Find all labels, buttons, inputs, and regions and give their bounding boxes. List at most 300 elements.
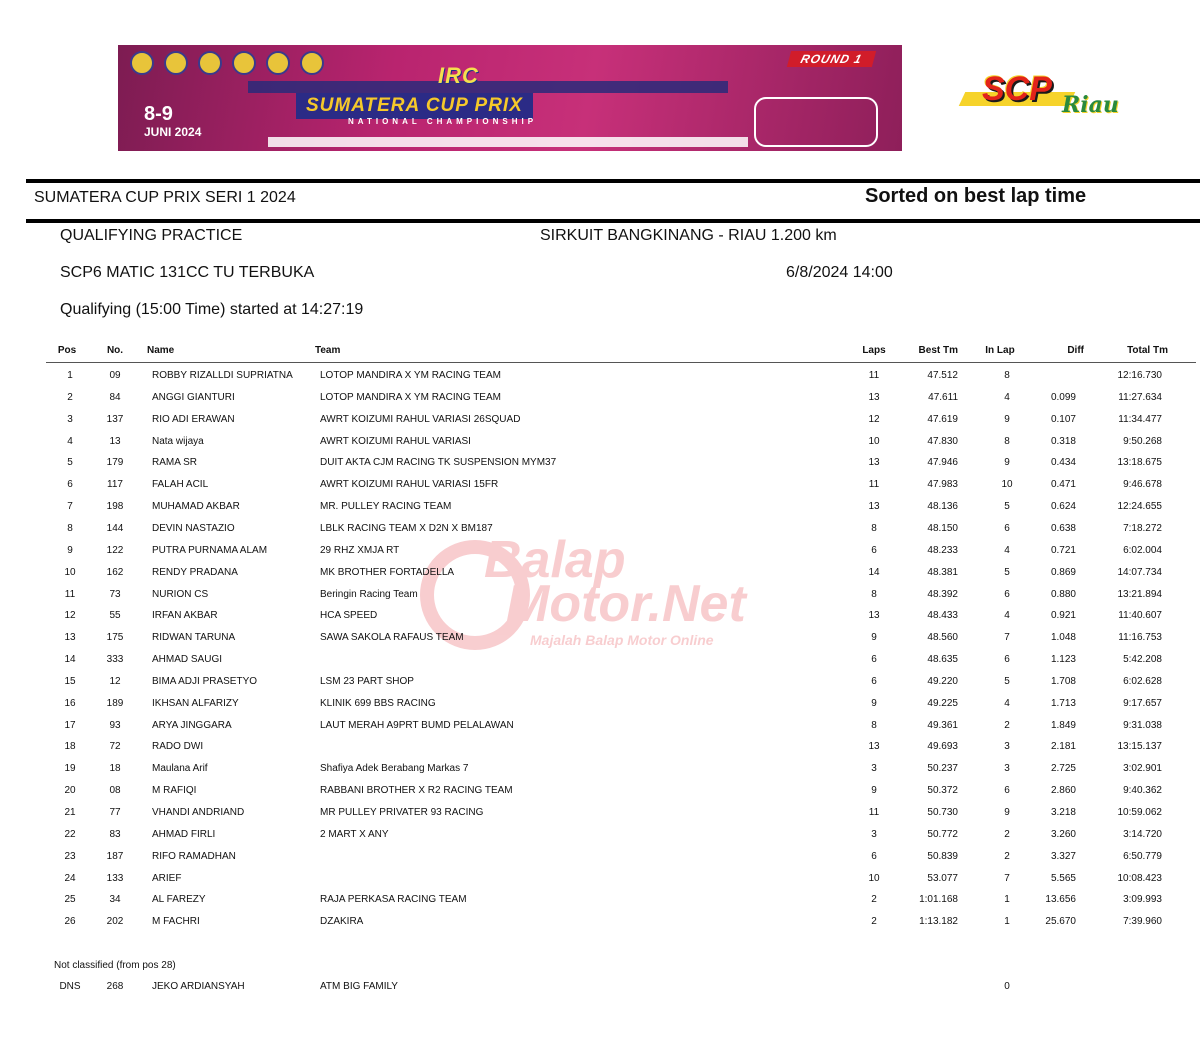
cell-team: Shafiya Adek Berabang Markas 7: [320, 763, 469, 774]
cell-pos: 18: [64, 741, 76, 752]
table-row: [0, 545, 1200, 561]
cell-inlap: 6: [1004, 589, 1010, 600]
cell-laps: 9: [871, 785, 877, 796]
cell-best: 47.619: [927, 414, 958, 425]
cell-pos: 11: [64, 589, 76, 600]
cell-pos: 23: [64, 851, 76, 862]
cell-diff: 1.708: [1050, 676, 1076, 687]
cell-diff: 0.471: [1050, 479, 1076, 490]
cell-laps: 10: [868, 873, 880, 884]
cell-name: M RAFIQI: [152, 785, 197, 796]
divider: [26, 219, 1200, 223]
cell-laps: 3: [871, 829, 877, 840]
cell-laps: 13: [868, 741, 880, 752]
cell-pos: 15: [64, 676, 76, 687]
cell-inlap: 7: [1004, 632, 1010, 643]
cell-pos: 14: [64, 654, 76, 665]
cell-team: MR. PULLEY RACING TEAM: [320, 501, 452, 512]
cell-diff: 0.869: [1050, 567, 1076, 578]
cell-laps: 6: [871, 676, 877, 687]
class-name: SCP6 MATIC 131CC TU TERBUKA: [60, 264, 315, 281]
cell-no: 268: [106, 981, 124, 992]
cell-team: LAUT MERAH A9PRT BUMD PELALAWAN: [320, 720, 514, 731]
cell-team: SAWA SAKOLA RAFAUS TEAM: [320, 632, 464, 643]
cell-team: 29 RHZ XMJA RT: [320, 545, 400, 556]
cell-total: 13:21.894: [1117, 589, 1162, 600]
emblem-icon: [266, 51, 290, 75]
emblem-icon: [300, 51, 324, 75]
cell-name: AL FAREZY: [152, 894, 206, 905]
cell-name: ROBBY RIZALLDI SUPRIATNA: [152, 370, 293, 381]
cell-pos: 7: [67, 501, 73, 512]
logo-scp-text: SCP: [982, 70, 1052, 108]
cell-laps: 3: [871, 763, 877, 774]
cell-diff: 0.921: [1050, 610, 1076, 621]
cell-inlap: 6: [1004, 785, 1010, 796]
cell-no: 202: [106, 916, 124, 927]
cell-diff: 2.860: [1050, 785, 1076, 796]
cell-inlap: 4: [1004, 610, 1010, 621]
event-date: [144, 103, 202, 139]
cell-team: MR PULLEY PRIVATER 93 RACING: [320, 807, 484, 818]
cell-team: RAJA PERKASA RACING TEAM: [320, 894, 467, 905]
cell-inlap: 8: [1004, 370, 1010, 381]
cell-total: 3:14.720: [1123, 829, 1162, 840]
cell-name: FALAH ACIL: [152, 479, 209, 490]
cell-total: 6:50.779: [1123, 851, 1162, 862]
cell-pos: 10: [64, 567, 76, 578]
cell-diff: 1.713: [1050, 698, 1076, 709]
cell-pos: 13: [64, 632, 76, 643]
cell-inlap: 3: [1004, 763, 1010, 774]
cell-diff: 3.218: [1050, 807, 1076, 818]
cell-laps: 10: [868, 436, 880, 447]
col-diff: Diff: [1067, 345, 1084, 356]
circuit-name: SIRKUIT BANGKINANG - RIAU 1.200 km: [540, 227, 837, 244]
cell-laps: 6: [871, 851, 877, 862]
cell-no: 189: [106, 698, 124, 709]
col-total: Total Tm: [1127, 345, 1168, 356]
cell-pos: 4: [67, 436, 73, 447]
cell-team: ATM BIG FAMILY: [320, 981, 398, 992]
cell-team: HCA SPEED: [320, 610, 378, 621]
cell-laps: 13: [868, 610, 880, 621]
cell-total: 9:17.657: [1123, 698, 1162, 709]
cell-best: 49.225: [927, 698, 958, 709]
cell-laps: 13: [868, 392, 880, 403]
cell-pos: 16: [64, 698, 76, 709]
cell-total: 11:34.477: [1118, 414, 1162, 425]
watermark-text: Motor.Net: [506, 575, 746, 633]
watermark-text: Balap: [484, 531, 626, 589]
cell-inlap: 9: [1004, 807, 1010, 818]
cell-total: 11:16.753: [1118, 632, 1162, 643]
table-row: [0, 720, 1200, 736]
cell-team: LOTOP MANDIRA X YM RACING TEAM: [320, 370, 501, 381]
cell-best: 47.512: [927, 370, 958, 381]
scp-riau-logo: [962, 62, 1142, 126]
table-row: [0, 436, 1200, 452]
cell-team: DZAKIRA: [320, 916, 364, 927]
divider: [26, 179, 1200, 183]
cell-diff: 1.849: [1050, 720, 1076, 731]
cell-best: 47.983: [927, 479, 958, 490]
cell-pos: 22: [64, 829, 76, 840]
cell-pos: 24: [64, 873, 76, 884]
cell-inlap: 2: [1004, 720, 1010, 731]
cell-no: 34: [109, 894, 121, 905]
cell-inlap: 3: [1004, 741, 1010, 752]
results-table-header: [0, 345, 1200, 361]
cell-name: Nata wijaya: [152, 436, 204, 447]
cell-total: 9:46.678: [1123, 479, 1162, 490]
cell-no: 198: [106, 501, 124, 512]
cell-inlap: 5: [1004, 501, 1010, 512]
session-datetime: 6/8/2024 14:00: [786, 264, 893, 281]
cell-laps: 13: [868, 457, 880, 468]
cell-no: 08: [109, 785, 121, 796]
col-name: Name: [147, 345, 175, 356]
cell-pos: 17: [64, 720, 76, 731]
cell-name: PUTRA PURNAMA ALAM: [152, 545, 268, 556]
table-row: [0, 763, 1200, 779]
cell-inlap: 9: [1004, 457, 1010, 468]
table-row: [0, 851, 1200, 867]
emblem-icon: [164, 51, 188, 75]
col-laps: Laps: [862, 345, 886, 356]
logo-riau-text: Riau: [1062, 92, 1119, 118]
cell-total: 11:27.634: [1118, 392, 1162, 403]
cell-no: 73: [109, 589, 121, 600]
cell-laps: 2: [871, 894, 877, 905]
cell-best: 48.150: [927, 523, 958, 534]
cell-diff: 0.434: [1050, 457, 1076, 468]
cell-no: 117: [107, 479, 123, 490]
cell-best: 48.136: [927, 501, 958, 512]
cell-best: 47.946: [927, 457, 958, 468]
cell-inlap: 10: [1001, 479, 1013, 490]
cell-laps: 13: [868, 501, 880, 512]
cell-total: 3:09.993: [1123, 894, 1162, 905]
cell-no: 77: [109, 807, 121, 818]
col-pos: Pos: [57, 345, 77, 356]
cell-inlap: 5: [1004, 567, 1010, 578]
col-best: Best Tm: [918, 345, 958, 356]
cell-team: DUIT AKTA CJM RACING TK SUSPENSION MYM37: [320, 457, 557, 468]
cell-total: 6:02.628: [1123, 676, 1162, 687]
header-divider: [46, 362, 1196, 363]
cell-pos: 19: [64, 763, 76, 774]
cell-laps: 6: [871, 545, 877, 556]
cell-pos: 21: [64, 807, 76, 818]
cell-inlap: 9: [1004, 414, 1010, 425]
cell-best: 49.361: [927, 720, 958, 731]
cell-inlap: 5: [1004, 676, 1010, 687]
cell-name: ARYA JINGGARA: [152, 720, 232, 731]
cell-no: 144: [106, 523, 124, 534]
cell-laps: 12: [868, 414, 880, 425]
cell-laps: 9: [871, 698, 877, 709]
cell-diff: 0.624: [1050, 501, 1076, 512]
cell-pos: 8: [67, 523, 73, 534]
watermark-tagline: Majalah Balap Motor Online: [530, 632, 714, 648]
cell-laps: 11: [868, 479, 880, 490]
cell-best: 47.830: [927, 436, 958, 447]
cell-pos: 25: [64, 894, 76, 905]
not-classified-label: Not classified (from pos 28): [54, 960, 176, 971]
cell-inlap: 4: [1004, 698, 1010, 709]
table-row: [0, 698, 1200, 714]
cell-inlap: 1: [1004, 916, 1010, 927]
cell-laps: 2: [871, 916, 877, 927]
cell-diff: 0.721: [1050, 545, 1076, 556]
cell-pos: DNS: [59, 981, 81, 992]
cell-inlap: 2: [1004, 829, 1010, 840]
col-inlap: In Lap: [985, 345, 1015, 356]
cell-no: 55: [109, 610, 121, 621]
cell-inlap: 8: [1004, 436, 1010, 447]
cell-total: 12:16.730: [1117, 370, 1162, 381]
event-date-days: 8-9: [144, 103, 173, 125]
cell-name: RIDWAN TARUNA: [152, 632, 236, 643]
cell-pos: 2: [67, 392, 73, 403]
cell-name: AHMAD FIRLI: [152, 829, 216, 840]
cell-inlap: 7: [1004, 873, 1010, 884]
cell-laps: 8: [871, 523, 877, 534]
cell-name: NURION CS: [152, 589, 209, 600]
cell-team: LOTOP MANDIRA X YM RACING TEAM: [320, 392, 501, 403]
sort-label: Sorted on best lap time: [865, 185, 1087, 207]
cell-name: Maulana Arif: [152, 763, 208, 774]
cell-best: 50.237: [927, 763, 958, 774]
cell-diff: 0.318: [1050, 436, 1076, 447]
table-row: [0, 916, 1200, 932]
sponsor-strip-bottom: [268, 137, 748, 147]
cell-pos: 5: [67, 457, 73, 468]
cell-name: DEVIN NASTAZIO: [152, 523, 235, 534]
table-row: [0, 610, 1200, 626]
cell-best: 1:13.182: [919, 916, 958, 927]
cell-diff: 3.260: [1050, 829, 1076, 840]
cell-best: 53.077: [927, 873, 958, 884]
cell-best: 48.233: [927, 545, 958, 556]
cell-name: MUHAMAD AKBAR: [152, 501, 240, 512]
cell-diff: 0.107: [1050, 414, 1076, 425]
cell-team: RABBANI BROTHER X R2 RACING TEAM: [320, 785, 513, 796]
cell-best: 48.381: [927, 567, 958, 578]
cell-total: 7:18.272: [1123, 523, 1162, 534]
series-title: SUMATERA CUP PRIX SERI 1 2024: [34, 189, 296, 206]
cell-no: 162: [106, 567, 124, 578]
emblem-icon: [130, 51, 154, 75]
cell-name: RIFO RAMADHAN: [152, 851, 236, 862]
cell-total: 5:42.208: [1123, 654, 1162, 665]
cell-best: 49.693: [927, 741, 958, 752]
table-row: [0, 829, 1200, 845]
cell-best: 50.772: [927, 829, 958, 840]
emblem-icon: [232, 51, 256, 75]
table-row: [0, 501, 1200, 517]
cell-diff: 13.656: [1045, 894, 1076, 905]
session-name: QUALIFYING PRACTICE: [60, 227, 243, 244]
cell-inlap: 0: [1004, 981, 1010, 992]
cell-diff: 0.099: [1050, 392, 1076, 403]
cell-no: 83: [109, 829, 121, 840]
cell-no: 137: [106, 414, 124, 425]
cell-name: IRFAN AKBAR: [152, 610, 218, 621]
cell-no: 175: [106, 632, 124, 643]
cell-no: 13: [109, 436, 121, 447]
cell-name: BIMA ADJI PRASETYO: [152, 676, 258, 687]
cell-best: 1:01.168: [919, 894, 958, 905]
cell-total: 13:18.675: [1117, 457, 1162, 468]
cell-pos: 9: [67, 545, 73, 556]
cell-total: 11:40.607: [1118, 610, 1162, 621]
cell-pos: 20: [64, 785, 76, 796]
cell-pos: 1: [67, 370, 73, 381]
cell-no: 18: [109, 763, 121, 774]
cell-best: 48.635: [927, 654, 958, 665]
emblem-icon: [198, 51, 222, 75]
event-banner: [118, 45, 902, 151]
round-badge: ROUND 1: [787, 51, 876, 67]
cell-laps: 6: [871, 654, 877, 665]
cell-total: 13:15.137: [1117, 741, 1162, 752]
cell-name: RADO DWI: [152, 741, 204, 752]
cell-best: 48.560: [927, 632, 958, 643]
cell-diff: 0.880: [1050, 589, 1076, 600]
cell-best: 48.392: [927, 589, 958, 600]
cell-team: 2 MART X ANY: [320, 829, 389, 840]
cell-total: 12:24.655: [1117, 501, 1162, 512]
col-no: No.: [106, 345, 124, 356]
cell-total: 7:39.960: [1123, 916, 1162, 927]
cell-name: ARIEF: [152, 873, 182, 884]
cell-no: 93: [109, 720, 121, 731]
cell-laps: 8: [871, 720, 877, 731]
cell-inlap: 2: [1004, 851, 1010, 862]
cell-name: ANGGI GIANTURI: [152, 392, 235, 403]
cell-no: 187: [106, 851, 124, 862]
cell-diff: 0.638: [1050, 523, 1076, 534]
circuit-map-icon: [754, 97, 878, 147]
cell-no: 84: [109, 392, 121, 403]
cell-team: LBLK RACING TEAM X D2N X BM187: [320, 523, 493, 534]
cell-total: 6:02.004: [1123, 545, 1162, 556]
cell-no: 333: [106, 654, 124, 665]
cell-inlap: 6: [1004, 654, 1010, 665]
cell-diff: 2.725: [1050, 763, 1076, 774]
cell-pos: 6: [67, 479, 73, 490]
table-row: [0, 894, 1200, 910]
session-start: Qualifying (15:00 Time) started at 14:27:19: [60, 301, 364, 318]
cell-best: 50.372: [927, 785, 958, 796]
cell-laps: 9: [871, 632, 877, 643]
table-row: [0, 370, 1200, 386]
table-row: [0, 785, 1200, 801]
sponsor-logos: [130, 51, 324, 75]
event-subtitle: NATIONAL CHAMPIONSHIP: [348, 117, 538, 126]
table-row: [0, 741, 1200, 757]
cell-laps: 14: [868, 567, 880, 578]
cell-total: 9:31.038: [1123, 720, 1162, 731]
cell-diff: 5.565: [1050, 873, 1076, 884]
cell-total: 3:02.901: [1123, 763, 1162, 774]
cell-total: 9:40.362: [1123, 785, 1162, 796]
cell-best: 50.839: [927, 851, 958, 862]
cell-total: 14:07.734: [1117, 567, 1162, 578]
cell-laps: 8: [871, 589, 877, 600]
cell-diff: 1.048: [1050, 632, 1076, 643]
cell-diff: 25.670: [1045, 916, 1076, 927]
cell-team: MK BROTHER FORTADELLA: [320, 567, 455, 578]
cell-inlap: 1: [1004, 894, 1010, 905]
cell-no: 72: [109, 741, 121, 752]
event-date-month: JUNI 2024: [144, 125, 202, 139]
cell-team: Beringin Racing Team: [320, 589, 418, 600]
cell-total: 10:59.062: [1117, 807, 1162, 818]
cell-inlap: 4: [1004, 392, 1010, 403]
cell-diff: 2.181: [1050, 741, 1076, 752]
cell-total: 9:50.268: [1123, 436, 1162, 447]
cell-name: RENDY PRADANA: [152, 567, 238, 578]
cell-inlap: 6: [1004, 523, 1010, 534]
cell-team: LSM 23 PART SHOP: [320, 676, 414, 687]
cell-total: 10:08.423: [1117, 873, 1162, 884]
table-row: [0, 479, 1200, 495]
table-row: [0, 654, 1200, 670]
cell-team: KLINIK 699 BBS RACING: [320, 698, 436, 709]
brand-logo: IRC: [438, 63, 479, 88]
event-title: SUMATERA CUP PRIX: [296, 93, 533, 119]
table-row: [0, 632, 1200, 648]
cell-no: 12: [109, 676, 121, 687]
cell-diff: 3.327: [1050, 851, 1076, 862]
cell-no: 122: [106, 545, 124, 556]
cell-name: JEKO ARDIANSYAH: [152, 981, 245, 992]
cell-diff: 1.123: [1050, 654, 1076, 665]
cell-team: AWRT KOIZUMI RAHUL VARIASI: [320, 436, 471, 447]
cell-name: RIO ADI ERAWAN: [152, 414, 235, 425]
cell-team: AWRT KOIZUMI RAHUL VARIASI 26SQUAD: [320, 414, 521, 425]
cell-best: 47.611: [928, 392, 958, 403]
table-row: [0, 676, 1200, 692]
col-team: Team: [315, 345, 341, 356]
cell-name: VHANDI ANDRIAND: [152, 807, 245, 818]
sponsor-strip: [248, 81, 728, 93]
cell-team: AWRT KOIZUMI RAHUL VARIASI 15FR: [320, 479, 499, 490]
cell-best: 49.220: [927, 676, 958, 687]
cell-laps: 11: [868, 807, 880, 818]
cell-laps: 11: [868, 370, 880, 381]
cell-pos: 3: [67, 414, 73, 425]
cell-no: 179: [106, 457, 124, 468]
cell-best: 50.730: [927, 807, 958, 818]
table-row: [0, 457, 1200, 473]
cell-no: 133: [106, 873, 124, 884]
table-row: [0, 414, 1200, 430]
table-row: [0, 523, 1200, 539]
table-row: [0, 873, 1200, 889]
cell-name: M FACHRI: [152, 916, 200, 927]
cell-name: RAMA SR: [152, 457, 198, 468]
table-row: [0, 589, 1200, 605]
cell-pos: 26: [64, 916, 76, 927]
cell-name: AHMAD SAUGI: [152, 654, 223, 665]
cell-inlap: 4: [1004, 545, 1010, 556]
cell-pos: 12: [64, 610, 76, 621]
cell-name: IKHSAN ALFARIZY: [152, 698, 239, 709]
